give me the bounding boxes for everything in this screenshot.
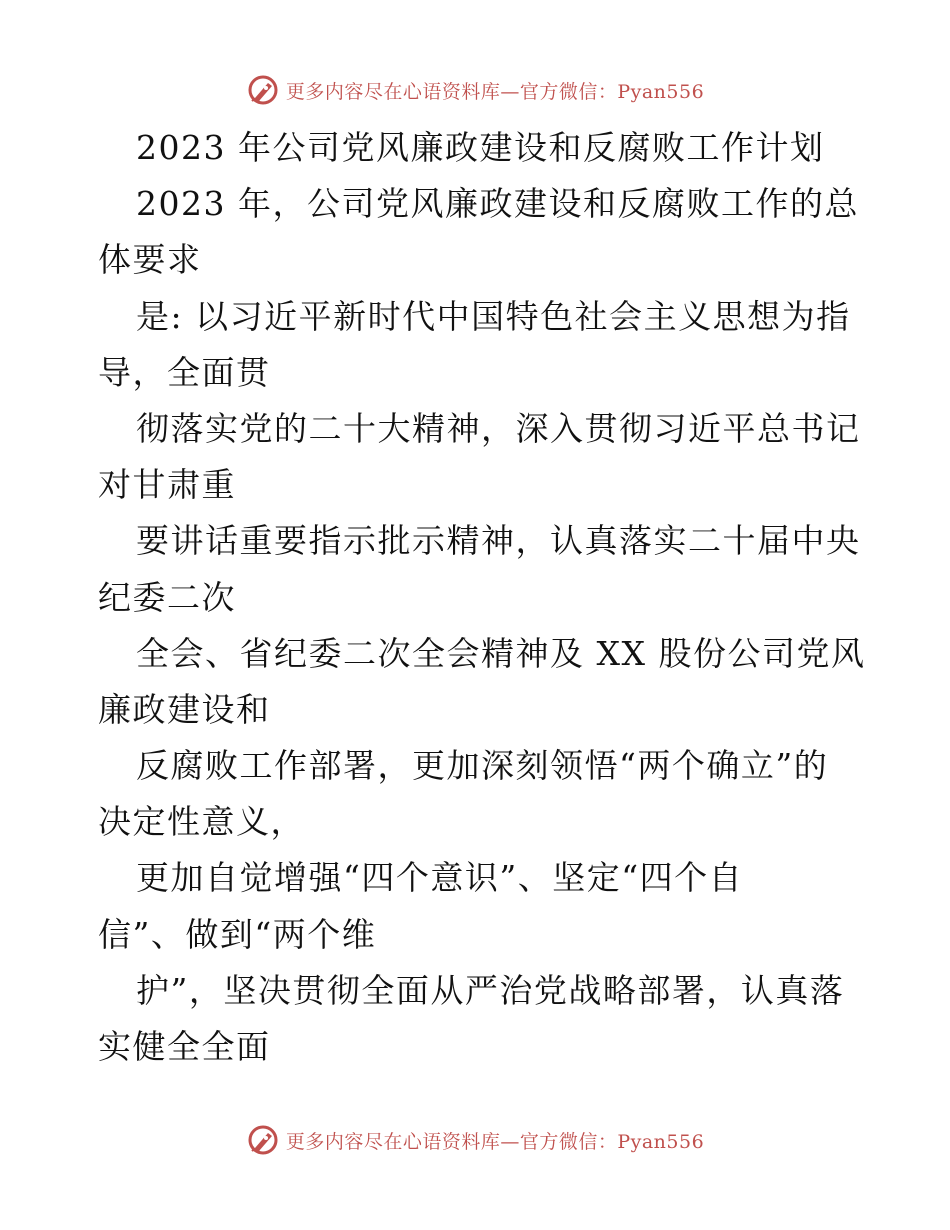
banner-text: 更多内容尽在心语资料库—官方微信：Pyan556 bbox=[285, 80, 705, 103]
document-body bbox=[98, 120, 866, 1075]
text-line: 导，全面贯 bbox=[98, 352, 271, 392]
text-line: 决定性意义， bbox=[98, 802, 305, 842]
footer-banner bbox=[0, 1120, 950, 1160]
text-line: 2023 年公司党风廉政建设和反腐败工作计划 bbox=[136, 128, 825, 167]
text-line: 反腐败工作部署，更加深刻领悟“两个确立”的 bbox=[136, 746, 829, 786]
text-line: 全会、省纪委二次全会精神及 XX 股份公司党风 bbox=[136, 633, 866, 673]
text-line: 要讲话重要指示批示精神，认真落实二十届中央 bbox=[136, 521, 861, 561]
text-line: 更加自觉增强“四个意识”、坚定“四个自 bbox=[136, 858, 744, 898]
text-line: 2023 年，公司党风廉政建设和反腐败工作的总 bbox=[136, 184, 859, 224]
text-line: 护”，坚决贯彻全面从严治党战略部署，认真落 bbox=[136, 970, 845, 1010]
text-line: 实健全全面 bbox=[98, 1027, 271, 1066]
header-banner bbox=[0, 70, 950, 110]
text-line: 对甘肃重 bbox=[98, 465, 236, 505]
text-line: 廉政建设和 bbox=[98, 689, 271, 729]
pen-nib-logo-icon bbox=[246, 1123, 280, 1157]
banner-text: 更多内容尽在心语资料库—官方微信：Pyan556 bbox=[285, 1130, 705, 1153]
text-line: 纪委二次 bbox=[98, 577, 236, 617]
text-line: 彻落实党的二十大精神，深入贯彻习近平总书记 bbox=[136, 408, 861, 448]
text-line: 信”、做到“两个维 bbox=[98, 914, 377, 954]
text-line: 是: 以习近平新时代中国特色社会主义思想为指 bbox=[136, 296, 851, 336]
text-line: 体要求 bbox=[98, 240, 202, 280]
pen-nib-logo-icon bbox=[246, 73, 280, 107]
